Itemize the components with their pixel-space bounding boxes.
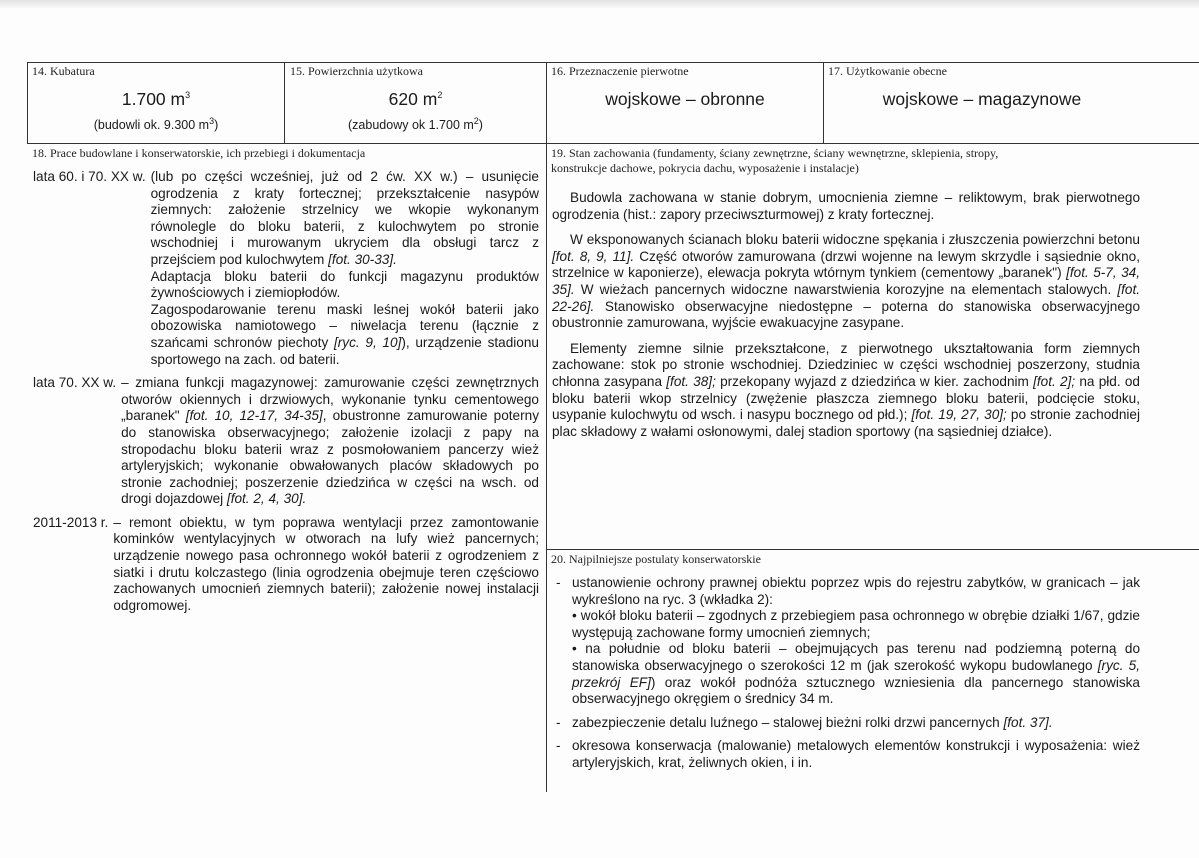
s20-item-text — [572, 715, 1140, 732]
s20-item-text: okresowa konserwacja (malowanie) metalowych elementów konstrukcji i wyposażenia: wież artyleryjskich, krat, żeliwnych okien, i in. — [572, 738, 1140, 770]
s15-note — [285, 115, 546, 132]
s19-p2-ref2: [fot. 5-7, 34, 35]. — [552, 265, 1140, 297]
s19-para — [552, 341, 1140, 441]
s19-p3-t2: przekopany wyjazd z dziedzińca w kier. zachodnim — [715, 373, 1034, 389]
s16-value: wojskowe – obronne — [605, 89, 765, 109]
s15-note-a: (zabudowy ok 1.700 m — [348, 118, 474, 132]
s17-label: 17. Użytkowanie obecne — [828, 64, 947, 78]
s18-e1-ref3: [ryc. 9, 10] — [333, 334, 402, 350]
s18-entry-para — [151, 169, 539, 269]
table-top-border — [27, 62, 1199, 63]
s20-item-text — [572, 575, 1140, 708]
s20-dash: - — [556, 714, 561, 730]
s15-value-text: 620 m — [388, 89, 438, 109]
s14-label: 14. Kubatura — [32, 64, 95, 78]
s18-entry-date: lata 60. i 70. XX w. — [33, 169, 146, 184]
s18-e1-p1: (lub po części wcześniej, już od 2 ćw. XX w.) – usunięcie ogrodzenia z kraty fortecznej; przekształcenie nasypów ziemnych: założenie strzelnicy we wkopie wykonanym równolegle do bloku baterii, z kulochwytem po stronie wschodniej i murowanym ukryciem dla obsługi tarcz z przejściem pod kulochwytem — [150, 169, 539, 267]
s18-entry — [33, 375, 539, 508]
s15-note-sup: 2 — [473, 115, 479, 126]
s19-p3-ref2: [fot. 2]; — [1033, 373, 1076, 389]
s20-item — [556, 575, 1140, 708]
s15-note-b: ) — [478, 118, 483, 132]
s14-value — [28, 89, 284, 110]
s14-note-b: ) — [214, 118, 219, 132]
s16-label: 16. Przeznaczenie pierwotne — [551, 64, 689, 78]
s19-p2-t3: W wieżach pancernych widoczne nawarstwienia korozyjne na elementach stalowych. — [574, 281, 1118, 297]
s20-dash: - — [556, 575, 561, 590]
s14-note — [28, 115, 284, 132]
s18-entry-date: 2011-2013 r. — [33, 514, 109, 530]
s15-value — [285, 89, 546, 110]
s18-entry — [33, 169, 539, 368]
s14-note-a: (budowli ok. 9.300 m — [93, 118, 210, 132]
s20-item2-ref: [fot. 37]. — [1003, 714, 1053, 730]
s19-p3-t1: Elementy ziemne silnie przekształcone, z pierwotnego ukształtowania form ziemnych zachowane: stok po stronie wschodniej. Dziedziniec w części wschodniej poszerzony, studnia chłonna zasypana — [552, 340, 1140, 389]
s20-b2-t1: na południe od bloku baterii – obejmujących pas terenu nad podziemną poterną do stanowiska obserwacyjnego o szerokości 12 m (jak szerokość wykopu budowlanego — [572, 641, 1141, 673]
bullet-icon: • — [572, 641, 577, 657]
s19-p2-ref1: [fot. 8, 9, 11]. — [552, 248, 635, 264]
s18-entry-text: – remont obiektu, w tym poprawa wentylacji przez zamontowanie kominków wentylacyjnych w otworach na lufy wież pancernych; urządzenie nowego pasa ochronnego wokół baterii z ogrodzeniem z siatki i drutu kolczastego (linia ogrodzenia obejmuje teren częściowo zachowanych umocnień ziemnych baterii); założenie nowej instalacji odgromowej. — [113, 514, 539, 613]
s20-dash: - — [556, 738, 561, 754]
s20-label: 20. Najpilniejsze postulaty konserwatorskie — [551, 552, 761, 566]
s19-p2-t2: Część otworów zamurowana (drzwi wojenne na lewym skrzydle i sąsiednie okno, strzelnice w kaponierze), elewacja pokryta wtórnym tynkiem (cementowy „baranek") — [552, 248, 1140, 281]
s14-value-sup: 3 — [185, 90, 191, 101]
s14-value-text: 1.700 m — [121, 89, 186, 109]
s15-value-sup: 2 — [437, 90, 443, 101]
s18-entry-para: Adaptacja bloku baterii do funkcji magazynu produktów żywnościowych i ziemiopłodów. — [150, 268, 539, 301]
s18-entry-text — [151, 169, 539, 368]
s18-entry-text — [121, 375, 539, 508]
s19-body — [552, 190, 1140, 449]
s20-b2-t2: ) oraz wokół podnóża sztucznego wzniesienia dla pancernego stanowiska obserwacyjnego okręgiem o średnicy 34 m. — [572, 674, 1140, 707]
s19-p3-ref1: [fot. 38]; — [666, 373, 716, 389]
s18-e2-ref1: [fot. 10, 12-17, 34-35] — [185, 408, 323, 424]
s20-item1-intro: ustanowienie ochrony prawnej obiektu poprzez wpis do rejestru zabytków, w granicach – jak wykreślono na ryc. 3 (wkładka 2): — [572, 575, 1140, 607]
s19-label-line1: 19. Stan zachowania (fundamenty, ściany zewnętrzne, ściany wewnętrzne, sklepienia, stropy, — [551, 146, 999, 160]
s18-e2-t2: , obustronne zamurowanie poterny do stanowiska obserwacyjnego; założenie izolacji z papy na stropodachu bloku baterii wraz z posmołowaniem pancerzy wież artyleryjskich; wykonanie obwałowanych placów składowych po stronie zachodniej; poszerzenie dziedzińca w części na wsch. od drogi dojazdowej — [121, 408, 539, 507]
bullet-icon: • — [572, 608, 577, 624]
s19-p3-ref3: [fot. 19, 27, 30]; — [911, 407, 1007, 423]
s19-p3-t4: po stronie zachodniej plac składowy z wałami osłonowymi, dalej stadion sportowy (na sąsiedniej działce). — [552, 407, 1140, 439]
s18-body — [33, 169, 539, 621]
s18-e2-t1: – zmiana funkcji magazynowej: zamurowanie części zewnętrznych otworów okiennych i drzwiowych, wykonanie tynku cementowego „baranek" — [121, 375, 539, 424]
s20-item2-text: zabezpieczenie detalu luźnego – stalowej bieżni rolki drzwi pancernych — [572, 714, 1004, 730]
s19-p2-ref3: [fot. 22-26]. — [552, 281, 1140, 314]
s20-bullet-item — [572, 608, 1140, 641]
s20-b1-text: wokół bloku baterii – zgodnych z przebiegiem pasa ochronnego w obrębie działki 1/67, gdzie występują zachowane formy umocnień ziemnych; — [572, 608, 1140, 640]
s19-p3-t3: na płd. od bloku baterii wkop strzelnicy (zwężenie płaszcza ziemnego bloku baterii, podcięcie stoku, usypanie kulochwytu od wsch. i nasypu bocznego od płd.); — [552, 373, 1140, 423]
s20-bullet-item — [572, 641, 1140, 707]
scan-top-edge — [0, 0, 1199, 8]
s18-e1-p3a: Zagospodarowanie terenu maski leśnej wokół baterii jako obozowiska namiotowego – niwelacja terenu (łącznie z szańcami schronów piechoty — [150, 301, 539, 350]
s20-body — [556, 575, 1140, 779]
s20-item — [556, 715, 1140, 732]
s18-e1-p3b: ), urządzenie stadionu sportowego na zach. od baterii. — [150, 334, 539, 367]
s19-para: Budowla zachowana w stanie dobrym, umocnienia ziemne – reliktowym, brak pierwotnego ogrodzenia (hist.: zapory przeciwszturmowej) z kraty fortecznej. — [552, 190, 1140, 222]
s14-note-sup: 3 — [209, 115, 215, 126]
section-20-top-border — [546, 549, 1199, 550]
s20-item — [556, 738, 1140, 771]
s20-b2-ref: [ryc. 5, przekrój EF] — [572, 657, 1140, 690]
col-divider-2 — [546, 62, 547, 792]
s18-entry — [33, 515, 539, 615]
s19-para — [552, 232, 1140, 332]
s18-label: 18. Prace budowlane i konserwatorskie, ich przebiegi i dokumentacja — [32, 146, 366, 160]
s18-e2-ref2: [fot. 2, 4, 30]. — [226, 491, 307, 507]
s19-p2-t1: W eksponowanych ścianach bloku baterii widoczne spękania i złuszczenia powierzchni betonu — [570, 232, 1140, 248]
s18-entry-para — [151, 302, 539, 368]
row-divider — [27, 143, 1199, 144]
s18-entry-date: lata 70. XX w. — [33, 375, 117, 391]
s19-label-line2: konstrukcje dachowe, pokrycia dachu, wyposażenie i instalacje) — [551, 161, 859, 175]
s19-p2-t4: Stanowisko obserwacyjne niedostępne – poterna do stanowiska obserwacyjnego obustronnie zamurowana, wyjście ewakuacyjne zasypane. — [552, 298, 1140, 331]
s18-e1-ref1: [fot. 30-33]. — [328, 251, 397, 267]
s17-value: wojskowe – magazynowe — [882, 89, 1082, 109]
s15-label: 15. Powierzchnia użytkowa — [290, 64, 423, 78]
